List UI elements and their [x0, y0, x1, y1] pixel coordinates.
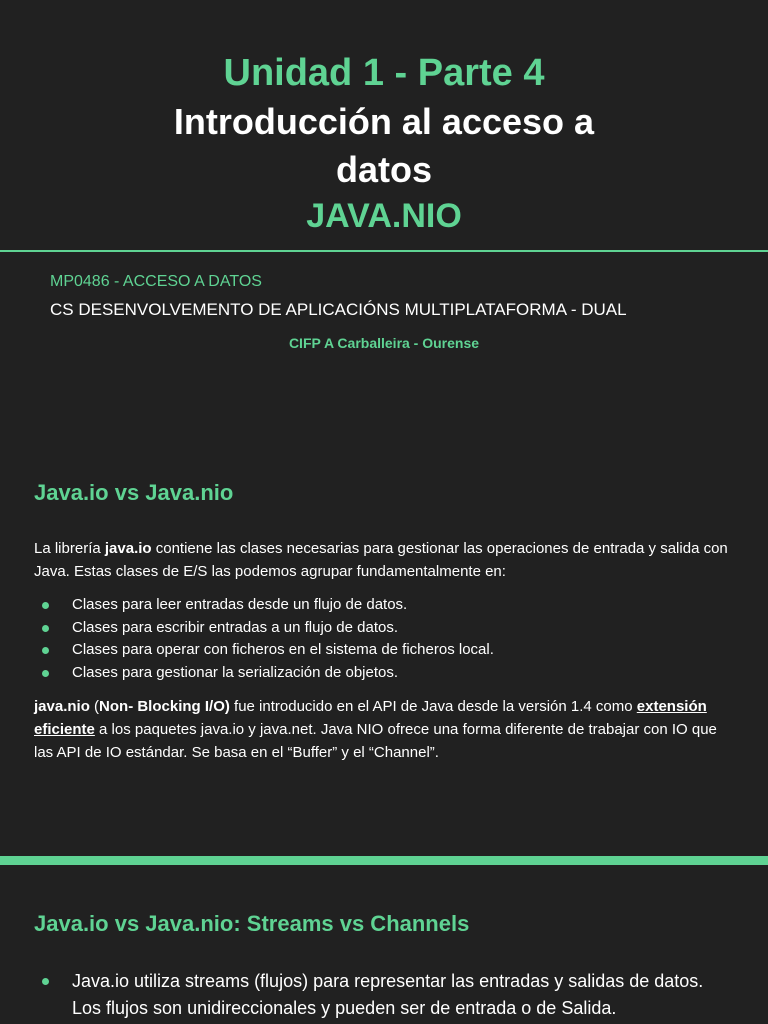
- course-code: MP0486 - ACCESO A DATOS: [50, 273, 262, 290]
- sub-title: JAVA.NIO: [306, 197, 462, 235]
- streams-list: [34, 968, 734, 1022]
- title-divider: [0, 250, 768, 252]
- bullet-icon: [42, 625, 49, 632]
- nio-text-extension: extensión eficiente: [34, 698, 707, 738]
- section-heading-io-vs-nio: Java.io vs Java.nio: [34, 480, 234, 505]
- nio-text-d: fue introducido en el API de Java desde la versión 1.4 como: [229, 698, 637, 715]
- bullet-icon: [42, 602, 49, 609]
- main-title: Introducción al acceso a datos: [173, 101, 595, 190]
- io-classes-list: [34, 594, 734, 684]
- nio-text-nonblocking: Non- Blocking I/O): [99, 698, 230, 715]
- unit-title: Unidad 1 - Parte 4: [223, 52, 545, 94]
- nio-text-f: a los paquetes java.io y java.net. Java NIO ofrece una forma diferente de trabajar con IO que las API de IO estándar. Se basa en el “Buffer” y el “Channel”.: [34, 721, 717, 761]
- section-heading-streams-vs-channels: Java.io vs Java.nio: Streams vs Channels: [34, 911, 470, 936]
- section-divider: [0, 856, 768, 865]
- intro-paragraph: [34, 537, 734, 583]
- list-item-text: Java.io utiliza streams (flujos) para representar las entradas y salidas de datos. Los flujos son unidireccionales y pueden ser de entrada o de Salida.: [72, 971, 704, 1018]
- bullet-icon: [42, 978, 49, 985]
- list-item-text: Clases para leer entradas desde un flujo de datos.: [72, 596, 408, 613]
- intro-text-javaio: java.io: [104, 540, 152, 557]
- list-item-text: Clases para gestionar la serialización de objetos.: [72, 663, 399, 681]
- title-block: [0, 50, 768, 238]
- nio-paragraph: [34, 695, 734, 764]
- list-item: [34, 968, 734, 1022]
- intro-text-a: La librería: [34, 540, 105, 557]
- bullet-icon: [42, 670, 49, 677]
- list-item: [34, 594, 734, 617]
- nio-text-javanio: java.nio: [34, 698, 90, 715]
- list-item-text: Clases para operar con ficheros en el sistema de ficheros local.: [72, 641, 494, 658]
- bullet-icon: [42, 647, 49, 654]
- nio-text-b: (: [89, 698, 100, 715]
- list-item: [34, 617, 734, 640]
- list-item-text: Clases para escribir entradas a un flujo de datos.: [72, 618, 399, 636]
- list-item: [34, 662, 734, 685]
- list-item: [34, 639, 734, 662]
- school-name: CIFP A Carballeira - Ourense: [288, 335, 480, 351]
- intro-text-c: contiene las clases necesarias para gestionar las operaciones de entrada y salida con Java. Estas clases de E/S las podemos agrupar fundamentalmente en:: [34, 540, 728, 580]
- course-name: CS DESENVOLVEMENTO DE APLICACIÓNS MULTIPLATAFORMA - DUAL: [50, 300, 627, 319]
